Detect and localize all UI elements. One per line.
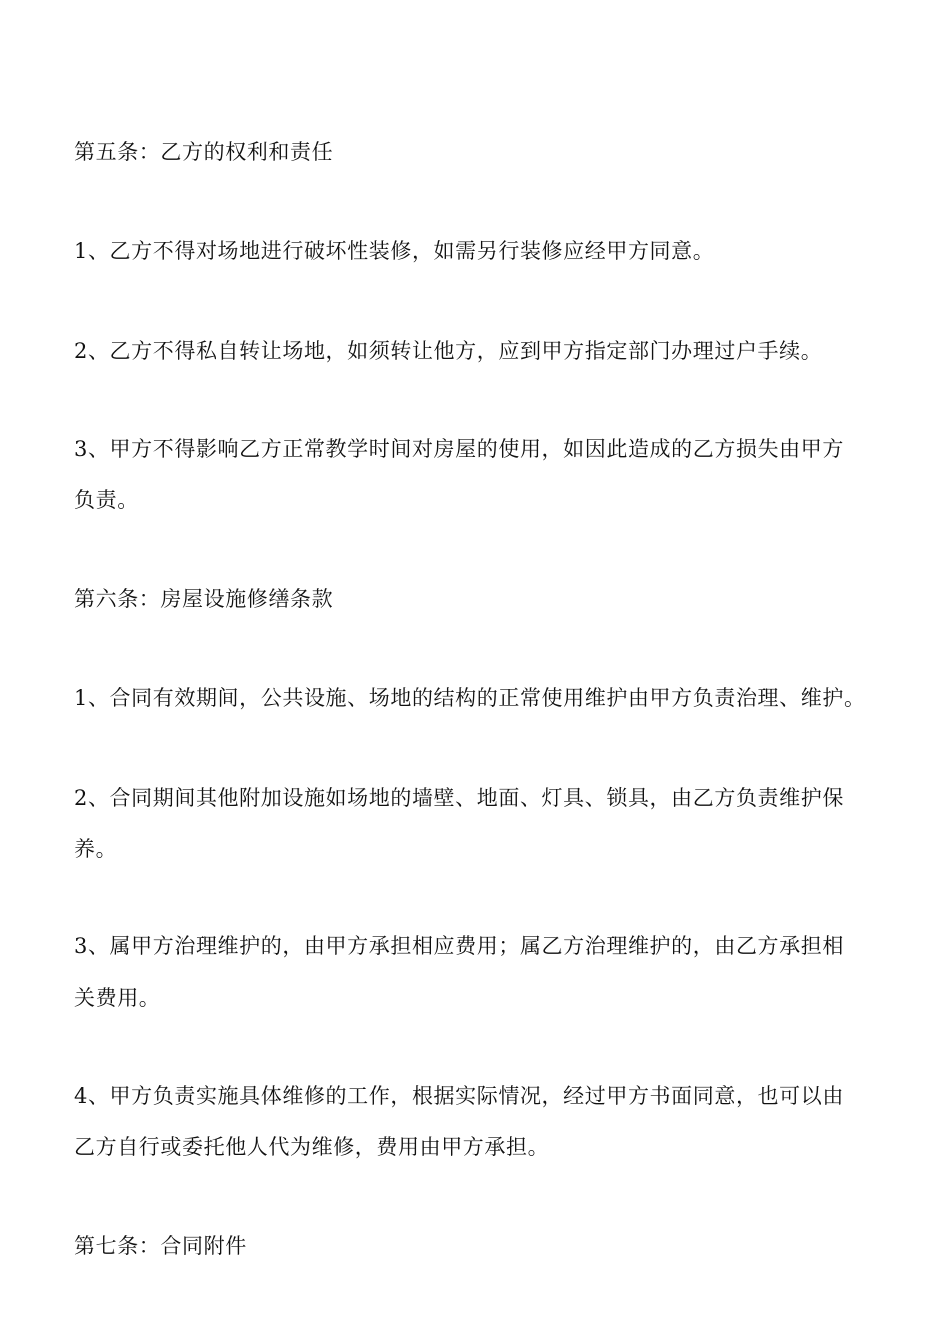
clause-5-1: 1、乙方不得对场地进行破坏性装修，如需另行装修应经甲方同意。 xyxy=(74,239,715,263)
clause-6-4-line-2: 乙方自行或委托他人代为维修，费用由甲方承担。 xyxy=(74,1135,550,1159)
clause-5-3-line-1: 3、甲方不得影响乙方正常教学时间对房屋的使用，如因此造成的乙方损失由甲方 xyxy=(74,437,844,461)
clause-6-4-line-1: 4、甲方负责实施具体维修的工作，根据实际情况，经过甲方书面同意，也可以由 xyxy=(74,1084,844,1108)
clause-6-3-line-1: 3、属甲方治理维护的，由甲方承担相应费用；属乙方治理维护的，由乙方承担相 xyxy=(74,934,844,958)
clause-6-1: 1、合同有效期间，公共设施、场地的结构的正常使用维护由甲方负责治理、维护。 xyxy=(74,686,866,710)
section-heading-article-6: 第六条：房屋设施修缮条款 xyxy=(74,587,334,611)
section-heading-article-7: 第七条：合同附件 xyxy=(74,1234,247,1258)
clause-5-3-line-2: 负责。 xyxy=(74,488,139,512)
clause-6-3-line-2: 关费用。 xyxy=(74,986,161,1010)
clause-6-2-line-1: 2、合同期间其他附加设施如场地的墙壁、地面、灯具、锁具，由乙方负责维护保 xyxy=(74,786,844,810)
clause-5-2: 2、乙方不得私自转让场地，如须转让他方，应到甲方指定部门办理过户手续。 xyxy=(74,339,823,363)
section-heading-article-5: 第五条：乙方的权利和责任 xyxy=(74,140,334,164)
clause-6-2-line-2: 养。 xyxy=(74,837,118,861)
